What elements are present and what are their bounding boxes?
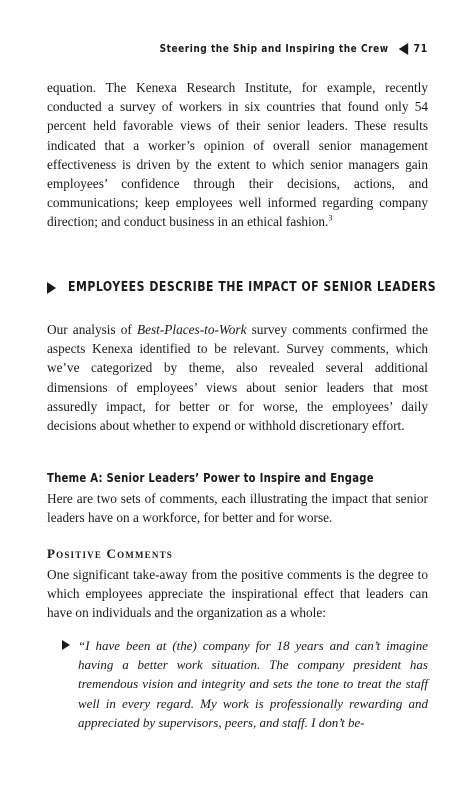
right-triangle-icon [47, 282, 56, 294]
theme-paragraph: Here are two sets of comments, each illustrating the impact that senior leaders have on a workforce, for better and for worse. [47, 491, 428, 526]
positive-comments-heading: Positive Comments [47, 546, 173, 561]
section-heading [47, 280, 437, 295]
quote-text: “I have been at (the) company for 18 years and can’t imagine having a better work situation. The company president has tremendous vision and integrity and sets the tone to treat the staff well in every regard. My work is professionally rewarding and appreciated by supervisors, peers, and staff. I don’t be- [78, 638, 428, 730]
page-number: 71 [413, 42, 428, 55]
footnote-marker: 3 [328, 214, 333, 223]
running-head-title: Steering the Ship and Inspiring the Crew [159, 42, 389, 55]
intro-text: equation. The Kenexa Research Institute, for example, recently conducted a survey of workers in six countries that found only 54 percent held favorable views of their senior leaders. These results indicated that a worker’s opinion of overall senior management effectiveness is driven by the extent to which senior managers gain employees’ confidence through their decisions, actions, and communications; keep employees well informed regarding company direction; and conduct business in an ethical fashion. [47, 80, 428, 230]
running-head [160, 42, 428, 55]
left-triangle-icon [399, 43, 408, 55]
analysis-paragraph [47, 320, 428, 435]
quote-bullet-icon [62, 640, 70, 650]
analysis-lead: Our analysis of [47, 322, 137, 337]
analysis-title: Best-Places-to-Work [136, 322, 247, 337]
section-heading-text: EMPLOYEES DESCRIBE THE IMPACT OF SENIOR LEADERS [68, 280, 437, 295]
positive-paragraph: One significant take-away from the positive comments is the degree to which employees appreciate the inspirational effect that leaders can have on individuals and the organization as a whole: [47, 567, 428, 621]
quote-block [62, 636, 428, 732]
theme-heading: Theme A: Senior Leaders’ Power to Inspire and Engage [47, 471, 374, 485]
intro-paragraph [47, 78, 428, 232]
analysis-rest: survey comments confirmed the aspects Kenexa identified to be relevant. Survey comments, which we’ve categorized by theme, also revealed several additional dimensions of employees’ views about senior leaders that most assuredly impact, for better or for worse, the employees’ daily decisions about whether to expend or withhold discretionary effort. [47, 322, 428, 434]
